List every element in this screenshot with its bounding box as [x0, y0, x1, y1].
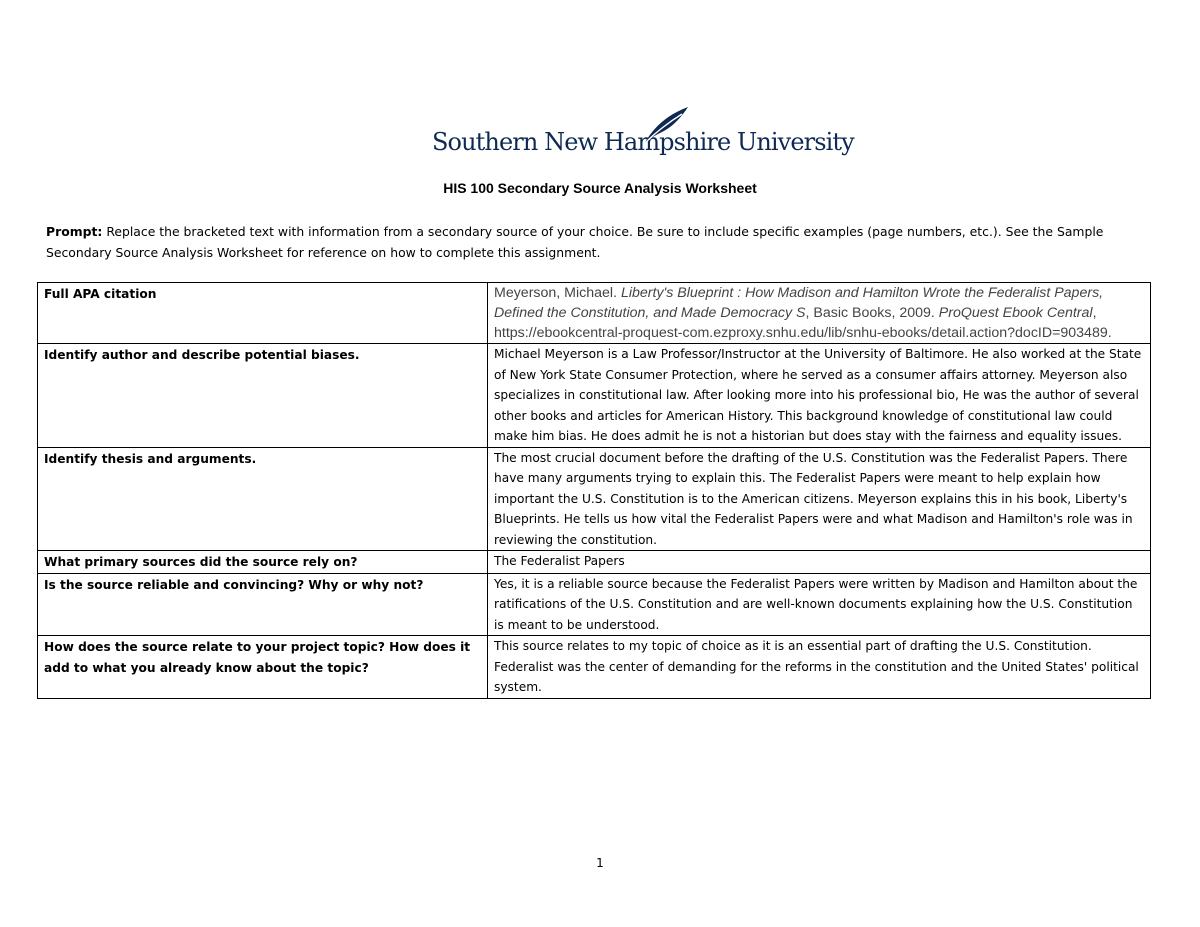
answer-cell: Michael Meyerson is a Law Professor/Instructor at the University of Baltimore. He also worked at the State of New York State Consumer Protection, where he served as a consumer affairs attorney. Meyerson also specializes in constitutional law. After looking more into his professional bio, He was the author of several other books and articles for American History. This background knowledge of constitutional law could make him bias. He does admit he is not a historian but does stay with the fairness and equality issues. [488, 344, 1151, 448]
citation-author: Meyerson, Michael. [494, 285, 621, 301]
citation-database: ProQuest Ebook Central [938, 305, 1093, 321]
university-logo [432, 104, 854, 164]
quill-icon [638, 104, 692, 148]
citation-publisher: , Basic Books, 2009. [805, 305, 939, 321]
prompt-paragraph [46, 221, 1156, 263]
apa-citation [494, 283, 1144, 343]
question-cell: Is the source reliable and convincing? Why or why not? [38, 573, 488, 636]
worksheet-title: HIS 100 Secondary Source Analysis Worksheet [443, 180, 757, 196]
answer-cell: The most crucial document before the drafting of the U.S. Constitution was the Federalist Papers. There have many arguments trying to explain this. The Federalist Papers were meant to help explain how important the U.S. Constitution is to the American citizens. Meyerson explains this in his book, Liberty's Blueprints. He tells us how vital the Federalist Papers were and what Madison and Hamilton's role was in reviewing the constitution. [488, 447, 1151, 551]
citation-cell [488, 283, 1151, 344]
question-cell: Full APA citation [38, 283, 488, 344]
question-cell: Identify author and describe potential biases. [38, 344, 488, 448]
answer-cell: The Federalist Papers [488, 551, 1151, 574]
logo-wordmark: Southern New Hampshire University [432, 128, 854, 156]
table-row [38, 344, 1151, 448]
citation-book-title: Liberty's Blueprint : How Madison and Hamilton Wrote the Federalist Papers, Defined the Constitution, and Made Democracy S [494, 285, 1104, 321]
answer-cell: This source relates to my topic of choice as it is an essential part of drafting the U.S. Constitution. Federalist was the center of demanding for the reforms in the constitution and the United States' political system. [488, 636, 1151, 699]
page-number: 1 [596, 856, 604, 870]
table-row [38, 636, 1151, 699]
analysis-table [37, 282, 1151, 699]
citation-url: , https://ebookcentral-proquest-com.ezproxy.snhu.edu/lib/snhu-ebooks/detail.action?docID=903489. [494, 305, 1112, 341]
question-cell: What primary sources did the source rely on? [38, 551, 488, 574]
answer-cell: Yes, it is a reliable source because the Federalist Papers were written by Madison and Hamilton about the ratifications of the U.S. Constitution and are well-known documents explaining how the U.S. Constitution is meant to be understood. [488, 573, 1151, 636]
table-row [38, 447, 1151, 551]
question-cell: How does the source relate to your project topic? How does it add to what you already know about the topic? [38, 636, 488, 699]
table-row [38, 551, 1151, 574]
prompt-label: Prompt: [46, 224, 103, 239]
table-row [38, 283, 1151, 344]
question-cell: Identify thesis and arguments. [38, 447, 488, 551]
table-row [38, 573, 1151, 636]
prompt-text: Replace the bracketed text with information from a secondary source of your choice. Be sure to include specific examples (page numbers, etc.). See the Sample Secondary Source Analysis Worksheet for reference on how to complete this assignment. [46, 224, 1104, 260]
